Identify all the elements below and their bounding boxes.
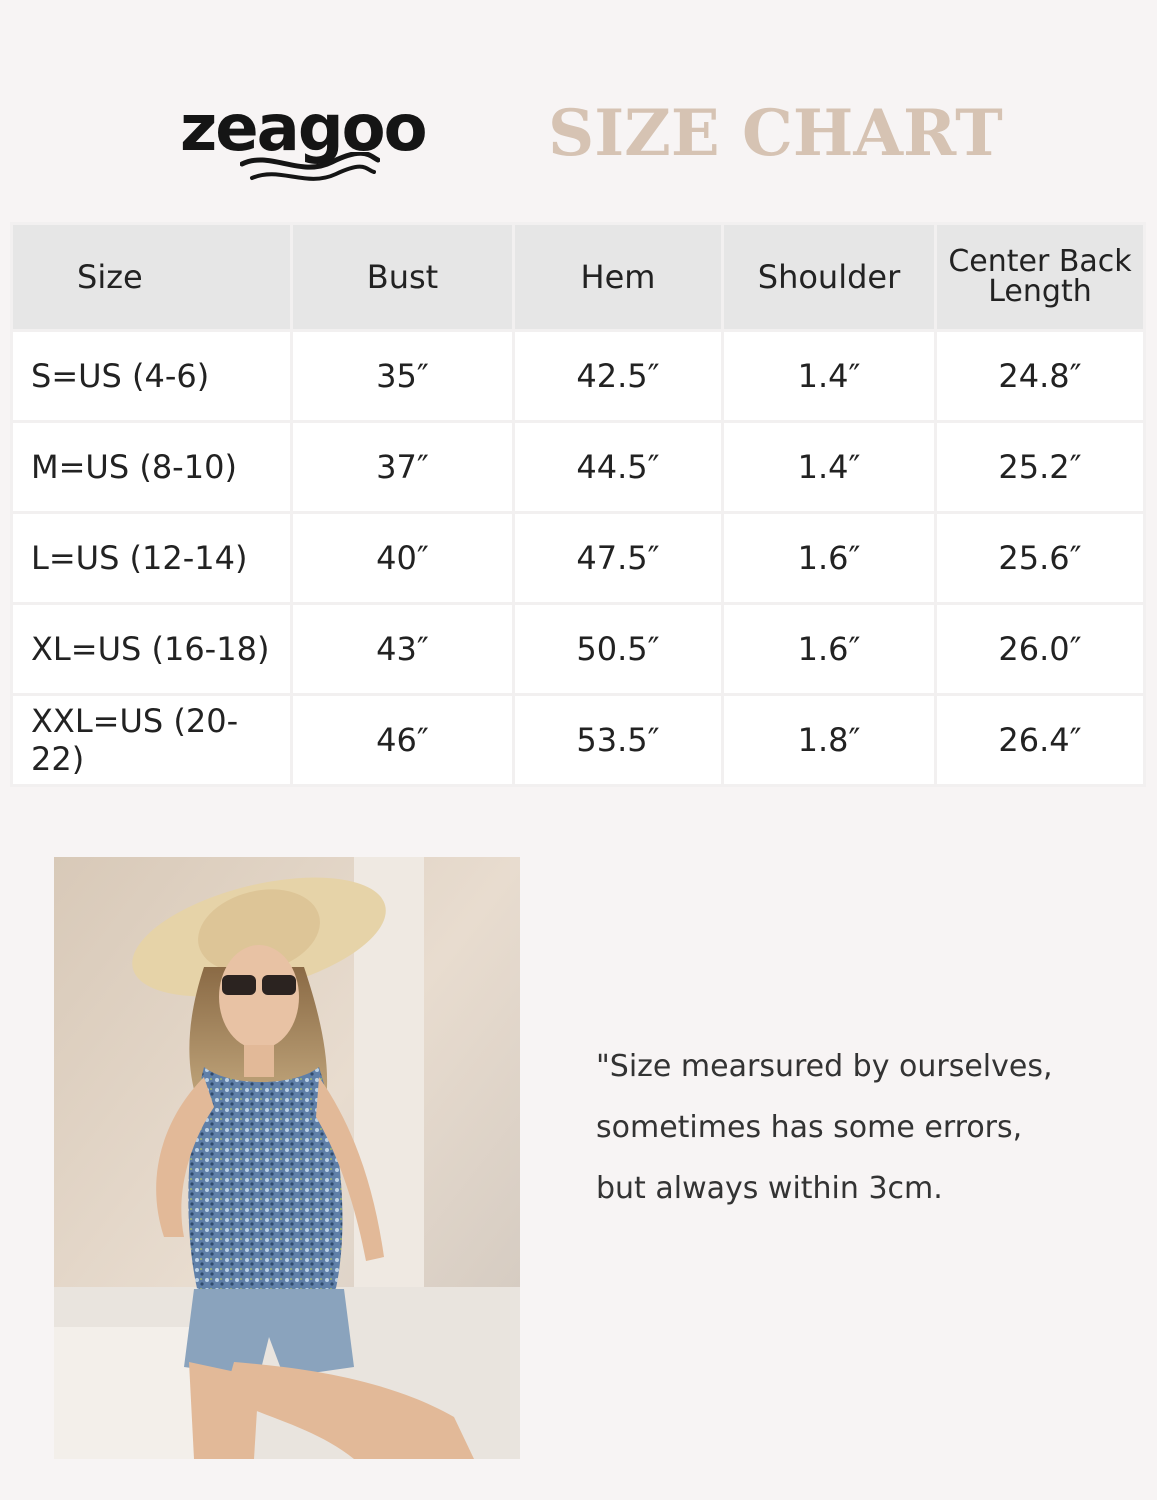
center-back-length-cell: 25.6″ [936, 513, 1145, 604]
column-header-hem: Hem [514, 224, 723, 331]
table-row [12, 422, 1145, 513]
size-cell: XXL=US (20-22) [12, 695, 292, 786]
column-header-shoulder: Shoulder [723, 224, 936, 331]
bust-cell: 40″ [292, 513, 514, 604]
brand-logo-text: zeagoo [180, 92, 426, 166]
table-row [12, 695, 1145, 786]
table-row [12, 513, 1145, 604]
hem-cell: 50.5″ [514, 604, 723, 695]
measurement-note [596, 1036, 1116, 1219]
hem-cell: 42.5″ [514, 331, 723, 422]
shoulder-cell: 1.8″ [723, 695, 936, 786]
note-line: sometimes has some errors, [596, 1110, 1023, 1145]
bust-cell: 35″ [292, 331, 514, 422]
size-chart-table [10, 222, 1146, 787]
center-back-length-cell: 25.2″ [936, 422, 1145, 513]
hem-cell: 47.5″ [514, 513, 723, 604]
page-title: SIZE CHART [548, 96, 1003, 171]
column-header-bust: Bust [292, 224, 514, 331]
shoulder-cell: 1.4″ [723, 331, 936, 422]
page-header [0, 80, 1157, 190]
table-row [12, 331, 1145, 422]
hem-cell: 44.5″ [514, 422, 723, 513]
brand-logo [180, 80, 500, 190]
center-back-length-cell: 24.8″ [936, 331, 1145, 422]
center-back-length-cell: 26.0″ [936, 604, 1145, 695]
column-header-center-back-length: Center Back Length [936, 224, 1145, 331]
note-line: "Size mearsured by ourselves, [596, 1049, 1053, 1084]
logo-wave-icon [240, 152, 380, 186]
model-photo-illustration [54, 857, 520, 1459]
size-cell: S=US (4-6) [12, 331, 292, 422]
hem-cell: 53.5″ [514, 695, 723, 786]
bust-cell: 37″ [292, 422, 514, 513]
size-cell: L=US (12-14) [12, 513, 292, 604]
shoulder-cell: 1.6″ [723, 604, 936, 695]
table-row [12, 604, 1145, 695]
center-back-length-cell: 26.4″ [936, 695, 1145, 786]
column-header-size: Size [12, 224, 292, 331]
size-cell: XL=US (16-18) [12, 604, 292, 695]
bust-cell: 43″ [292, 604, 514, 695]
size-cell: M=US (8-10) [12, 422, 292, 513]
model-photo [54, 857, 520, 1459]
shoulder-cell: 1.6″ [723, 513, 936, 604]
bust-cell: 46″ [292, 695, 514, 786]
note-line: but always within 3cm. [596, 1171, 943, 1206]
shoulder-cell: 1.4″ [723, 422, 936, 513]
table-header-row [12, 224, 1145, 331]
